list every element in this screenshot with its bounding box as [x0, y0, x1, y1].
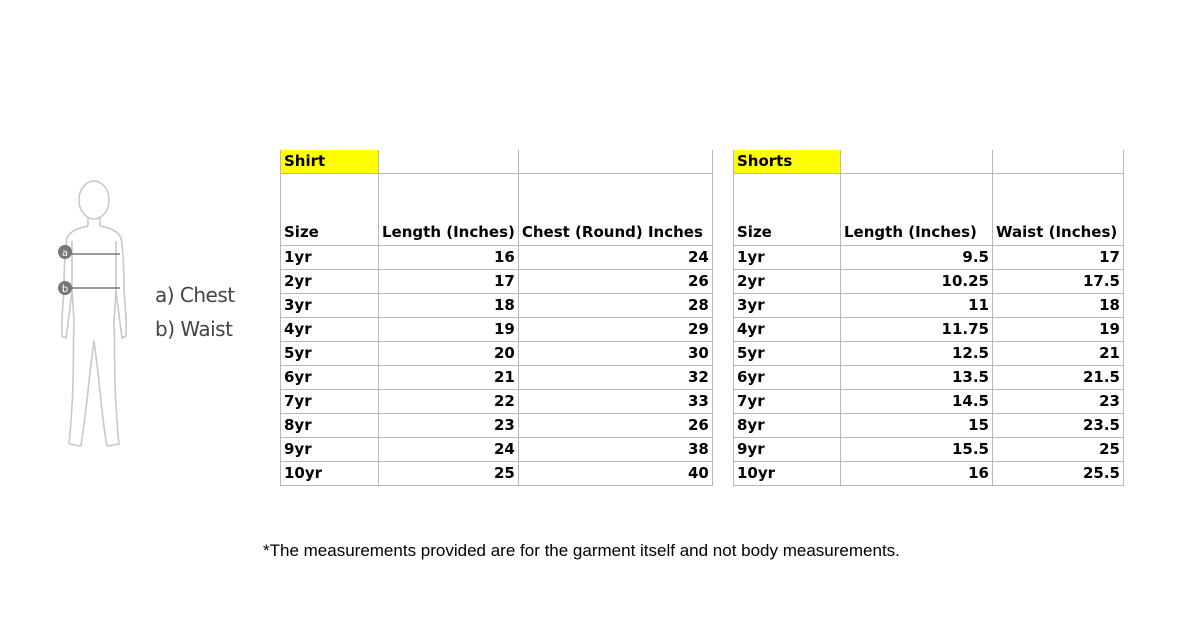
shirt-cell: 5yr: [281, 342, 379, 366]
shirt-cell: 24: [518, 246, 712, 270]
table-row: [281, 318, 713, 342]
table-row: [734, 270, 1124, 294]
shorts-cell: 3yr: [734, 294, 841, 318]
shorts-cell: 16: [841, 462, 993, 486]
shirt-cell: 7yr: [281, 390, 379, 414]
shirt-cell: 20: [379, 342, 519, 366]
shirt-header-length: Length (Inches): [379, 174, 519, 246]
shorts-cell: 7yr: [734, 390, 841, 414]
marker-b-icon: [58, 281, 72, 295]
shirt-cell: 30: [518, 342, 712, 366]
shorts-cell: 25: [993, 438, 1124, 462]
shirt-cell: 19: [379, 318, 519, 342]
shirt-cell: 6yr: [281, 366, 379, 390]
shirt-cell: 32: [518, 366, 712, 390]
shorts-cell: 11.75: [841, 318, 993, 342]
shirt-cell: 9yr: [281, 438, 379, 462]
shirt-cell: 10yr: [281, 462, 379, 486]
shorts-cell: 19: [993, 318, 1124, 342]
shorts-header-size: Size: [734, 174, 841, 246]
shirt-header-chest: Chest (Round) Inches: [518, 174, 712, 246]
table-row: [734, 414, 1124, 438]
shirt-cell: 29: [518, 318, 712, 342]
shorts-cell: 12.5: [841, 342, 993, 366]
table-row: [281, 390, 713, 414]
table-row: [281, 294, 713, 318]
measurement-legend: [155, 278, 235, 346]
shirt-cell: 17: [379, 270, 519, 294]
shirt-cell: 4yr: [281, 318, 379, 342]
shirt-cell: 26: [518, 414, 712, 438]
shorts-header-length: Length (Inches): [841, 174, 993, 246]
table-row: [734, 366, 1124, 390]
shirt-cell: 23: [379, 414, 519, 438]
shirt-cell: 8yr: [281, 414, 379, 438]
shorts-cell: 15.5: [841, 438, 993, 462]
table-row: [281, 270, 713, 294]
shorts-cell: 6yr: [734, 366, 841, 390]
table-row: [281, 366, 713, 390]
shirt-title: Shirt: [281, 150, 379, 174]
table-row: [734, 318, 1124, 342]
shorts-cell: 13.5: [841, 366, 993, 390]
shirt-header-size: Size: [281, 174, 379, 246]
shirt-cell: 25: [379, 462, 519, 486]
shorts-cell: 23: [993, 390, 1124, 414]
table-row: [281, 462, 713, 486]
shorts-cell: 18: [993, 294, 1124, 318]
shirt-cell: 26: [518, 270, 712, 294]
shirt-cell: 1yr: [281, 246, 379, 270]
shorts-cell: 10yr: [734, 462, 841, 486]
shorts-cell: 17.5: [993, 270, 1124, 294]
shirt-cell: 3yr: [281, 294, 379, 318]
shirt-cell: 2yr: [281, 270, 379, 294]
shirt-size-table: [280, 150, 713, 486]
shirt-cell: 21: [379, 366, 519, 390]
shorts-cell: 4yr: [734, 318, 841, 342]
legend-waist: b) Waist: [155, 317, 233, 341]
table-row: [734, 342, 1124, 366]
shorts-cell: 21.5: [993, 366, 1124, 390]
svg-text:b: b: [61, 284, 69, 295]
legend-chest: a) Chest: [155, 283, 235, 307]
table-row: [734, 294, 1124, 318]
table-row: [281, 438, 713, 462]
child-figure-illustration: [48, 176, 138, 456]
shorts-cell: 2yr: [734, 270, 841, 294]
shirt-cell: 40: [518, 462, 712, 486]
shorts-cell: 9.5: [841, 246, 993, 270]
shorts-cell: 21: [993, 342, 1124, 366]
shorts-cell: 9yr: [734, 438, 841, 462]
shirt-cell: 18: [379, 294, 519, 318]
shorts-size-table: [733, 150, 1124, 486]
shorts-cell: 8yr: [734, 414, 841, 438]
table-row: [281, 342, 713, 366]
shorts-cell: 1yr: [734, 246, 841, 270]
shorts-header-waist: Waist (Inches): [993, 174, 1124, 246]
shorts-title: Shorts: [734, 150, 841, 174]
table-row: [281, 246, 713, 270]
shorts-cell: 25.5: [993, 462, 1124, 486]
shirt-cell: 33: [518, 390, 712, 414]
shirt-cell: 24: [379, 438, 519, 462]
table-row: [281, 414, 713, 438]
marker-a-icon: [58, 245, 72, 259]
shorts-cell: 5yr: [734, 342, 841, 366]
shorts-cell: 15: [841, 414, 993, 438]
shorts-cell: 23.5: [993, 414, 1124, 438]
measurement-note: *The measurements provided are for the garment itself and not body measurements.: [263, 541, 900, 560]
svg-text:a: a: [61, 248, 69, 259]
table-row: [734, 390, 1124, 414]
shorts-cell: 10.25: [841, 270, 993, 294]
shirt-cell: 38: [518, 438, 712, 462]
shirt-cell: 28: [518, 294, 712, 318]
shorts-cell: 11: [841, 294, 993, 318]
table-row: [734, 462, 1124, 486]
table-row: [734, 246, 1124, 270]
shorts-cell: 17: [993, 246, 1124, 270]
shorts-cell: 14.5: [841, 390, 993, 414]
table-row: [734, 438, 1124, 462]
shirt-cell: 22: [379, 390, 519, 414]
shirt-cell: 16: [379, 246, 519, 270]
